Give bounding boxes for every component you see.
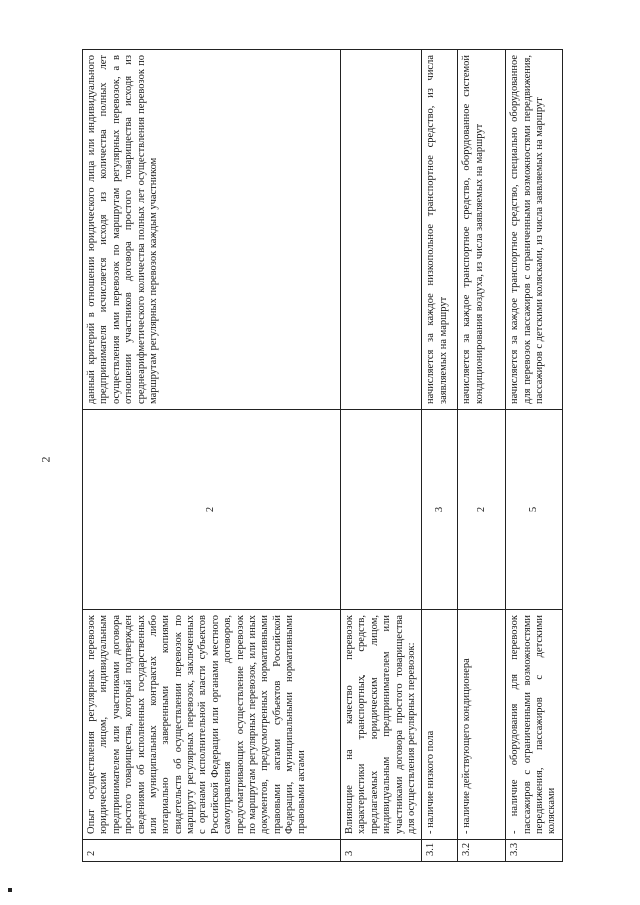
description-cell: начисляется за каждое низкопольное транспортное средство, из числа заявляемых на маршрут <box>422 50 458 410</box>
table-row <box>422 50 458 862</box>
description-cell <box>341 50 422 410</box>
criterion-cell: - наличие действующего кондиционера <box>458 610 506 840</box>
row-number: 3.2 <box>458 840 506 862</box>
criteria-table <box>82 49 563 862</box>
table-row <box>341 50 422 862</box>
criterion-cell: - наличие низкого пола <box>422 610 458 840</box>
points-cell: 2 <box>458 410 506 610</box>
points-cell <box>341 410 422 610</box>
table-row <box>83 50 341 862</box>
scan-mark <box>8 888 12 892</box>
description-cell: начисляется за каждое транспортное средство, специально оборудованное для перевозок пассажиров с ограниченными возможностями передвижения, пассажиров с детскими колясками, из числа заявляемых на маршрут <box>506 50 563 410</box>
points-cell: 5 <box>506 410 563 610</box>
row-number: 3.3 <box>506 840 563 862</box>
row-number: 3 <box>341 840 422 862</box>
rotated-page-content <box>82 50 558 862</box>
points-cell: 2 <box>83 410 341 610</box>
points-cell: 3 <box>422 410 458 610</box>
description-cell: данный критерий в отношении юридического лица или индивидуального предпринимателя исчисляется исходя из количества полных лет осуществления ими перевозок по маршрутам регулярных перевозок, а в отношении участников договора простого товарищества исходя из среднеарифметического количества полных лет осуществления перевозок по маршрутам регулярных перевозок каждым участником <box>83 50 341 410</box>
page-number: 2 <box>38 456 53 463</box>
criterion-cell: Влияющие на качество перевозок характеристики транспортных средств, предлагаемых юридическим лицом, индивидуальным предпринимателем или участниками договора простого товарищества для осуществления регулярных перевозок: <box>341 610 422 840</box>
table-row <box>506 50 563 862</box>
row-number: 2 <box>83 840 341 862</box>
criterion-cell: Опыт осуществления регулярных перевозок юридическим лицом, индивидуальным предпринимателем или участниками договора простого товарищества, который подтвержден сведениями об исполненных государственных или муниципальных контрактах либо нотариально заверенными копиями свидетельств об осуществлении перевозок по маршруту регулярных перевозок, заключенных с органами исполнительной власти субъектов Российской Федерации или органами местного самоуправления договоров, предусматривающих осуществление перевозок по маршрутам регулярных перевозок, или иных документов, предусмотренных нормативными правовыми актами субъектов Российской Федерации, муниципальными нормативными правовыми актами <box>83 610 341 840</box>
description-cell: начисляется за каждое транспортное средство, оборудованное системой кондиционирования воздуха, из числа заявляемых на маршрут <box>458 50 506 410</box>
row-number: 3.1 <box>422 840 458 862</box>
table-row <box>458 50 506 862</box>
criterion-cell: - наличие оборудования для перевозок пассажиров с ограниченными возможностями передвижения, пассажиров с детскими колясками <box>506 610 563 840</box>
